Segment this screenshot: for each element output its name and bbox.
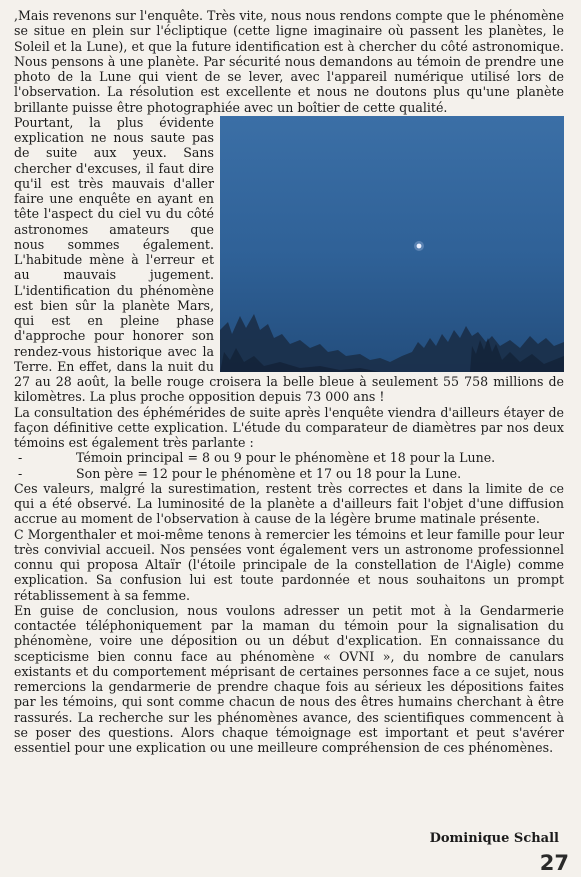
paragraph-thanks: C Morgenthaler et moi-même tenons à remercier les témoins et leur famille pour leur très convivial accueil. Nos pensées vont également vers un astronome professionnel connu qui proposa Altaïr (l'étoile principale de la constellation de l'Aigle) comme explication. Sa confusion lui est toute pardonnée et nous souhaitons un prompt rétablissement à sa femme. [14,526,564,603]
bullet-marker: - [18,450,23,466]
paragraph-values: Ces valeurs, malgré la surestimation, restent très correctes et dans la limite de ce qui a été observé. La luminosité de la planète a d'ailleurs fait l'objet d'une diffusion accrue au moment de l'observation à cause de la légère brume matinale présente. [14,480,564,527]
night-sky-photo [220,116,564,372]
night-sky-photo-icon [220,116,564,372]
paragraph-conclusion: En guise de conclusion, nous voulons adresser un petit mot à la Gendarmerie contactée téléphoniquement par la maman du témoin pour la signalisation du phénomène, voire une déposition ou un début d'explication. En connaissance du scepticisme bien connu face au phénomène « OVNI », du nombre de canulars existants et du comportement méprisant de certaines personnes face a ce sujet, nous remercions la gendarmerie de prendre chaque fois au sérieux les dépositions faites par les témoins, qui sont comme chacun de nous des êtres humains cherchant à être rassurés. La recherche sur les phénomènes avance, des scientifiques commencent à se poser des questions. Alors chaque témoignage est important et peut s'avérer essentiel pour une explication ou une meilleure compréhension de ces phénomènes. [14,602,564,755]
page-number: 27 [539,851,569,875]
list-item-text: Témoin principal = 8 ou 9 pour le phénomène et 18 pour la Lune. [76,450,496,466]
author-signature: Dominique Schall [429,831,559,846]
list-item-text: Son père = 12 pour le phénomène et 17 ou 18 pour la Lune. [76,465,462,481]
list-item [14,466,564,481]
bullet-marker: - [18,465,23,481]
article-body [14,8,564,755]
list-item [14,450,564,465]
paragraph-ephemerides: La consultation des éphémérides de suite après l'enquête viendra d'ailleurs étayer de façon définitive cette explication. L'étude du comparateur de diamètres par nos deux témoins est également très parlante : [14,404,564,450]
paragraph-mars-identification: Pourtant, la plus évidente explication ne nous saute pas de suite aux yeux. Sans chercher d'excuses, il faut dire qu'il est très mauvais d'aller faire une enquête en ayant en tête l'aspect du ciel vu du côté astronomes amateurs que nous sommes également. L'habitude mène à l'erreur et au mauvais jugement. L'identification du phénomène est bien sûr la planète Mars, qui est en pleine phase d'approche pour honorer son rendez-vous historique avec la Terre. En effet, dans la nuit du 27 au 28 août, la belle rouge croisera la belle bleue à seulement 55 758 millions de kilomètres. La plus proche opposition depuis 73 000 ans ! [14,114,564,405]
paragraph-investigation: ,Mais revenons sur l'enquête. Très vite, nous nous rendons compte que le phénomène se situe en plein sur l'écliptique (cette ligne imaginaire où passent les planètes, le Soleil et la Lune), et que la future identification est à chercher du côté astronomique. Nous pensons à une planète. Par sécurité nous demandons au témoin de prendre une photo de la Lune qui vient de se lever, avec l'appareil numérique utilisé lors de l'observation. La résolution est excellente et nous ne doutons plus qu'une planète brillante puisse être photographiée avec un boîtier de cette qualité. [14,8,564,115]
